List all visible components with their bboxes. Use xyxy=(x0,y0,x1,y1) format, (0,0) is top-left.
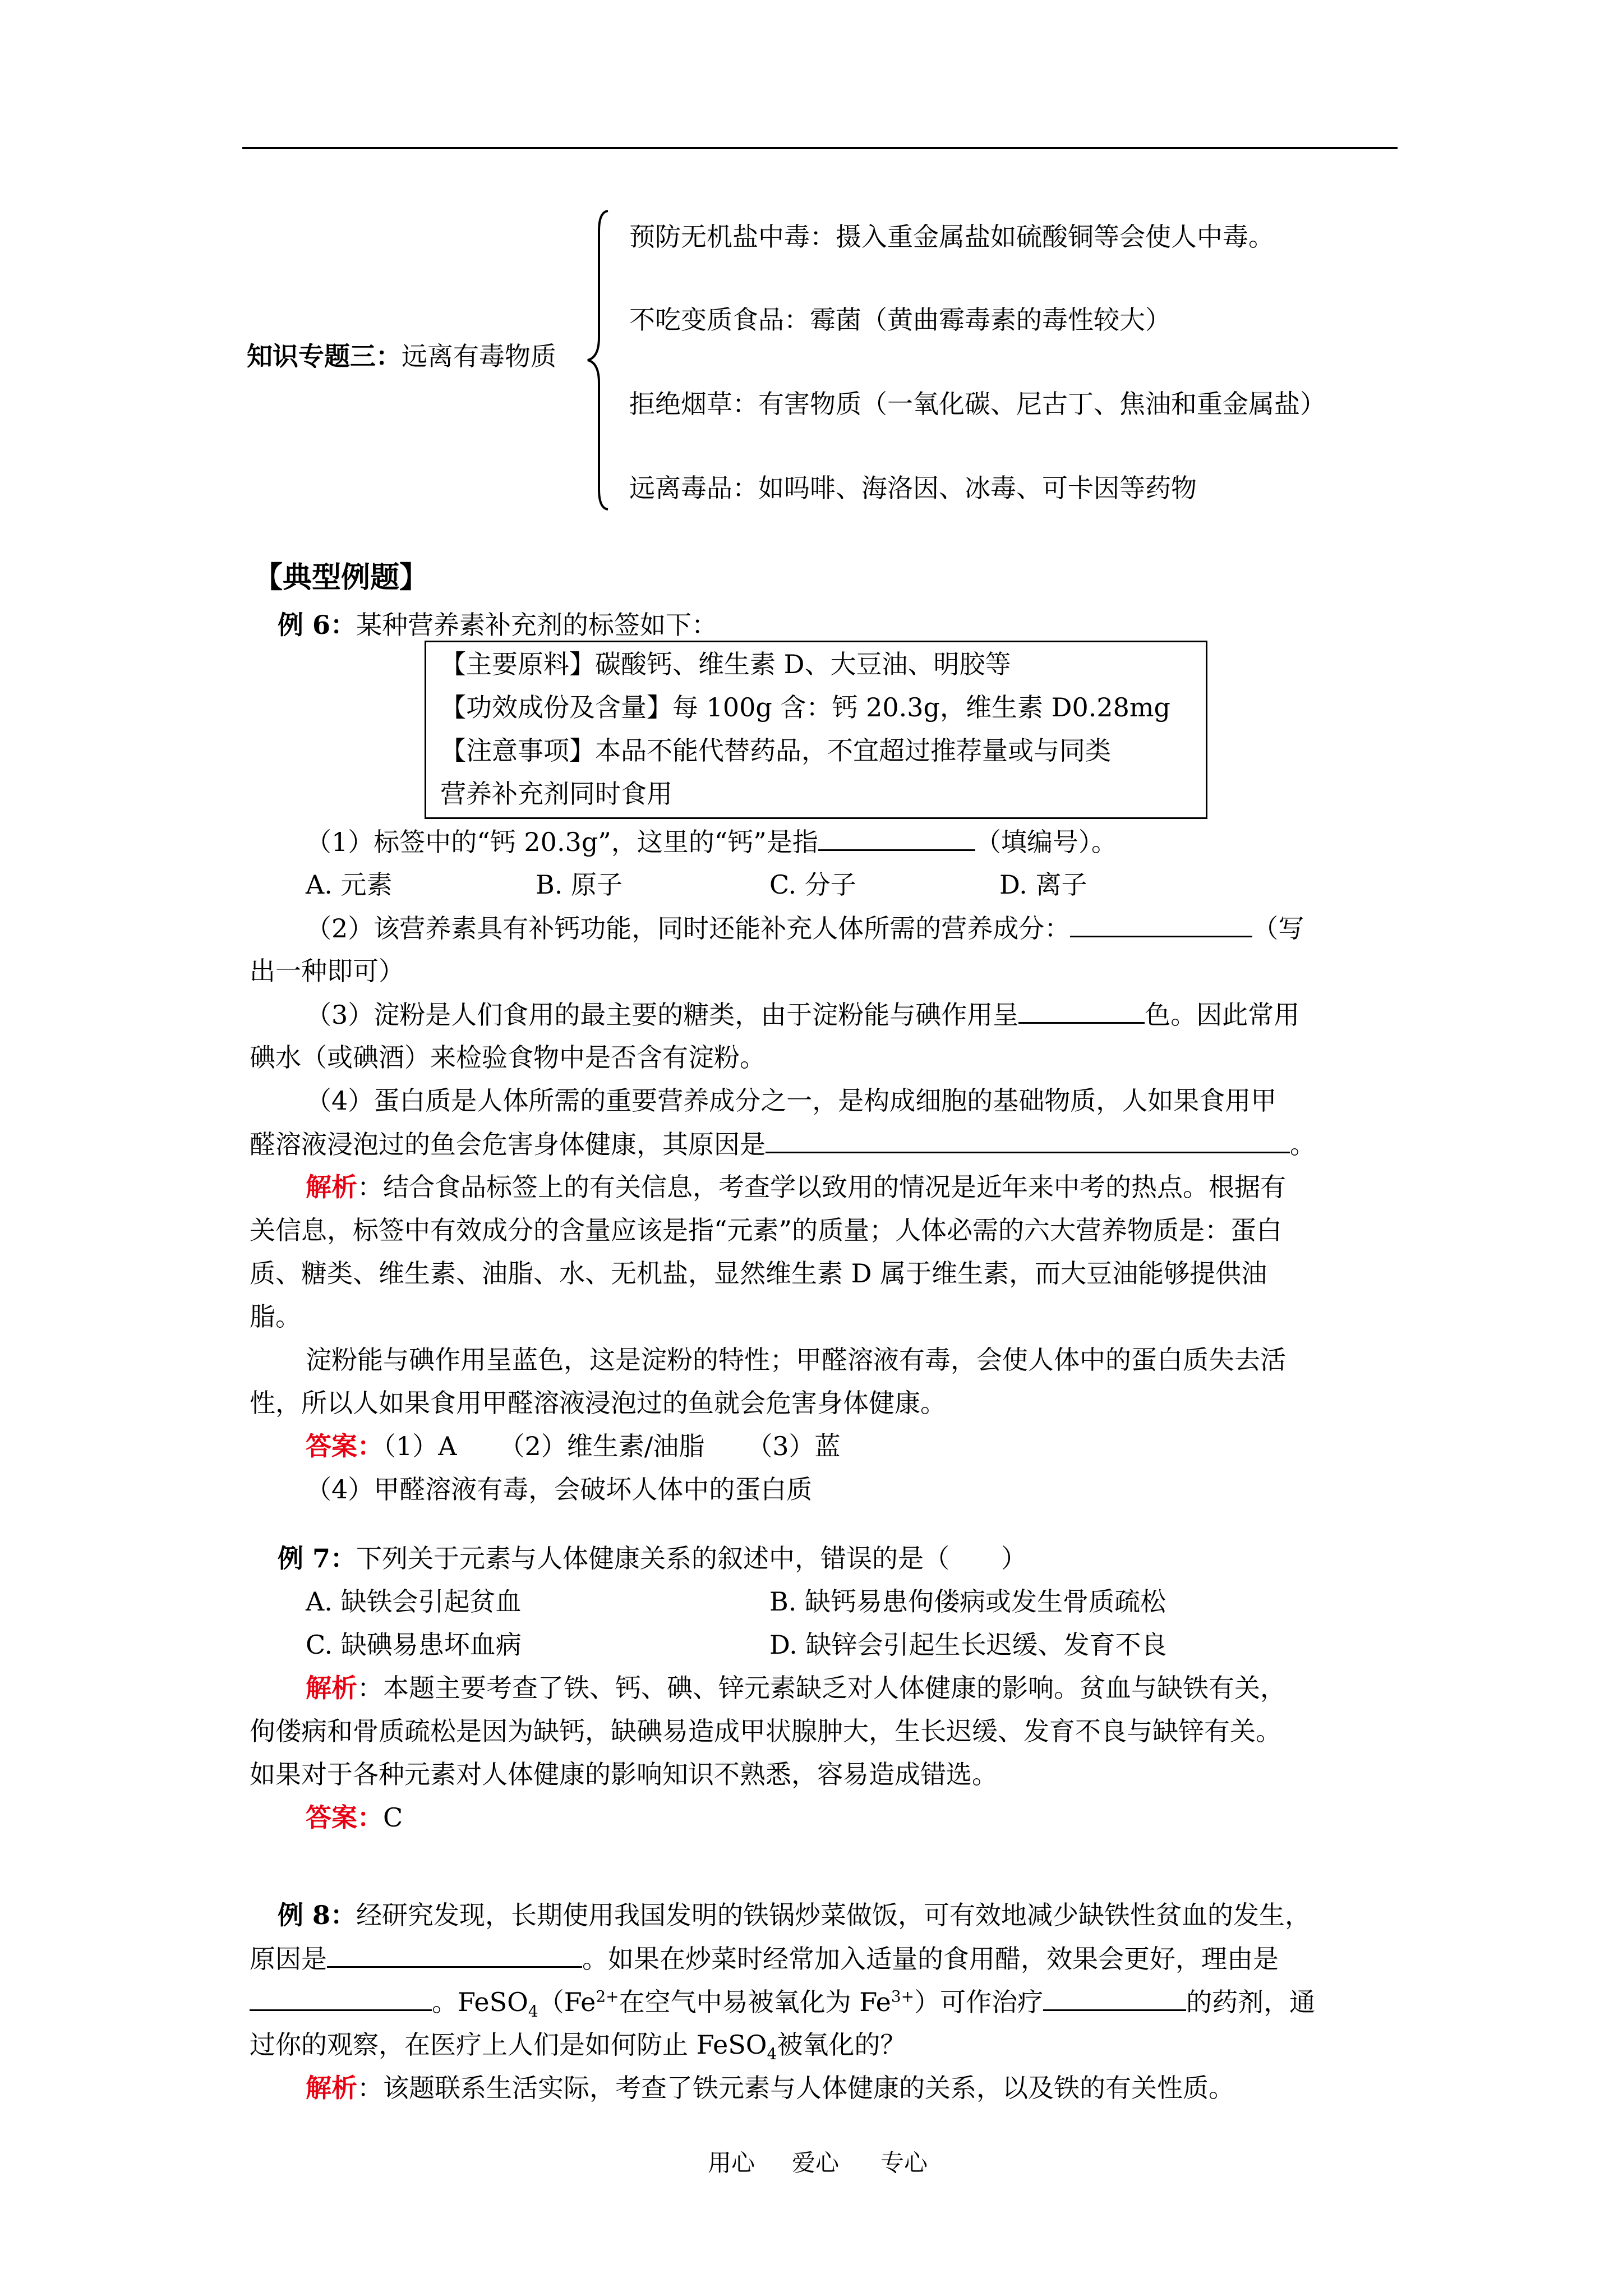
ex6-q1-text: （1）标签中的“钙 20.3g”，这里的“钙”是指 xyxy=(306,827,818,857)
ex6-intro-text: 某种营养素补充剂的标签如下： xyxy=(356,610,718,640)
header-rule xyxy=(242,147,1398,149)
ex6-answer-line-2: （4）甲醛溶液有毒，会破坏人体中的蛋白质 xyxy=(306,1474,813,1504)
label-line: 【注意事项】本品不能代替药品，不宜超过推荐量或与同类 xyxy=(440,735,1111,766)
superscript: 2+ xyxy=(596,1987,619,2006)
ex8-text: ）可作治疗 xyxy=(914,1987,1044,2017)
ex6-q3 xyxy=(306,997,1299,1032)
knowledge-item: 远离毒品：如吗啡、海洛因、冰毒、可卡因等药物 xyxy=(629,473,1197,503)
ex6-option-c: C. 分子 xyxy=(769,869,856,900)
ex8-line-4 xyxy=(250,2028,906,2062)
footer-word: 专心 xyxy=(880,2149,928,2177)
analysis-label: 解析 xyxy=(306,2073,357,2103)
answer-part: （1）A xyxy=(383,1431,457,1461)
ex8-text: 过你的观察，在医疗上人们是如何防止 FeSO xyxy=(250,2030,767,2060)
answer-blank[interactable] xyxy=(327,1941,582,1968)
answer-label: 答案： xyxy=(306,1802,383,1833)
analysis-text: 关信息，标签中有效成分的含量应该是指“元素”的质量；人体必需的六大营养物质是：蛋白 xyxy=(250,1215,1283,1245)
analysis-text: ：本题主要考查了铁、钙、碘、锌元素缺乏对人体健康的影响。贫血与缺铁有关， xyxy=(357,1673,1286,1703)
answer-part: （3）蓝 xyxy=(746,1431,841,1461)
ex8-text: （Fe xyxy=(538,1987,596,2017)
analysis-text: 性，所以人如果食用甲醛溶液浸泡过的鱼就会危害身体健康。 xyxy=(250,1388,946,1418)
curly-brace xyxy=(583,209,611,512)
label-line: 【功效成份及含量】每 100g 含：钙 20.3g，维生素 D0.28mg xyxy=(440,692,1170,723)
ex6-q2-text: （2）该营养素具有补钙功能，同时还能补充人体所需的营养成分： xyxy=(306,913,1071,944)
ex8-line-3 xyxy=(250,1985,1315,2019)
ex6-label: 例 6： xyxy=(278,610,357,640)
label-line: 【主要原料】碳酸钙、维生素 D、大豆油、明胶等 xyxy=(440,649,1011,679)
subscript: 4 xyxy=(767,2045,777,2064)
ex6-intro xyxy=(278,608,717,642)
ex6-q2-continued: 出一种即可） xyxy=(250,956,404,986)
ex6-q4-text: 醛溶液浸泡过的鱼会危害身体健康，其原因是 xyxy=(250,1129,766,1159)
ex8-line-2 xyxy=(250,1941,1279,1976)
analysis-text: 质、糖类、维生素、油脂、水、无机盐，显然维生素 D 属于维生素，而大豆油能够提供油 xyxy=(250,1258,1267,1289)
subscript: 4 xyxy=(528,2002,538,2021)
knowledge-item: 不吃变质食品：霉菌（黄曲霉毒素的毒性较大） xyxy=(629,305,1171,335)
ex6-q3-continued: 碘水（或碘酒）来检验食物中是否含有淀粉。 xyxy=(250,1042,766,1073)
ex8-label: 例 8： xyxy=(278,1900,357,1930)
ex8-text: 经研究发现，长期使用我国发明的铁锅炒菜做饭，可有效地减少缺铁性贫血的发生， xyxy=(356,1900,1311,1930)
ex8-text: 。如果在炒菜时经常加入适量的食用醋，效果会更好，理由是 xyxy=(582,1944,1279,1974)
answer-blank[interactable] xyxy=(1043,1985,1186,2011)
footer-word: 用心 xyxy=(708,2149,755,2177)
knowledge-subtitle: 远离有毒物质 xyxy=(402,341,556,371)
answer-blank[interactable] xyxy=(818,825,975,851)
superscript: 3+ xyxy=(891,1987,915,2006)
knowledge-heading xyxy=(247,339,556,373)
footer-word: 爱心 xyxy=(792,2149,840,2177)
ex8-text: 在空气中易被氧化为 Fe xyxy=(619,1987,891,2017)
ex6-analysis-line xyxy=(306,1170,1286,1204)
ex6-q2-tail: （写 xyxy=(1252,913,1304,944)
ex8-text: 被氧化的？ xyxy=(777,2030,906,2060)
ex7-question xyxy=(278,1542,1027,1575)
analysis-text: 脂。 xyxy=(250,1301,301,1332)
ex6-q4-tail: 。 xyxy=(1290,1129,1316,1159)
ex6-q3-tail: 色。因此常用 xyxy=(1145,1000,1300,1030)
analysis-label: 解析 xyxy=(306,1673,357,1703)
ex6-option-b: B. 原子 xyxy=(536,869,623,900)
analysis-text: 如果对于各种元素对人体健康的影响知识不熟悉，容易造成错选。 xyxy=(250,1759,998,1789)
ex6-q2 xyxy=(306,911,1304,945)
answer-value: C xyxy=(383,1802,403,1833)
ex7-answer-line xyxy=(306,1801,403,1834)
ex8-text: 原因是 xyxy=(250,1944,327,1974)
ex7-option-c: C. 缺碘易患坏血病 xyxy=(306,1630,522,1660)
ex6-option-d: D. 离子 xyxy=(999,869,1087,900)
answer-part: （2）维生素/油脂 xyxy=(499,1431,705,1461)
ex7-option-a: A. 缺铁会引起贫血 xyxy=(306,1586,522,1617)
section-title: 【典型例题】 xyxy=(253,560,429,595)
ex6-option-a: A. 元素 xyxy=(306,869,393,900)
ex8-text: 。FeSO xyxy=(432,1987,528,2017)
ex6-q1 xyxy=(306,825,1117,859)
ex6-q1-tail: （填编号）。 xyxy=(975,827,1117,857)
analysis-text: 淀粉能与碘作用呈蓝色，这是淀粉的特性；甲醛溶液有毒，会使人体中的蛋白质失去活 xyxy=(306,1345,1286,1375)
ex7-label: 例 7： xyxy=(278,1543,357,1573)
answer-blank[interactable] xyxy=(1018,997,1145,1024)
ex7-option-d: D. 缺锌会引起生长迟缓、发育不良 xyxy=(769,1630,1167,1660)
ex6-answer-line xyxy=(306,1429,841,1463)
ex7-option-b: B. 缺钙易患佝偻病或发生骨质疏松 xyxy=(769,1586,1166,1617)
ex7-analysis-line xyxy=(306,1671,1286,1705)
knowledge-item: 拒绝烟草：有害物质（一氧化碳、尼古丁、焦油和重金属盐） xyxy=(629,389,1326,419)
ex8-analysis-line xyxy=(306,2071,1234,2105)
ex7-question-text: 下列关于元素与人体健康关系的叙述中，错误的是（ ） xyxy=(356,1543,1027,1573)
analysis-text: 佝偻病和骨质疏松是因为缺钙，缺碘易造成甲状腺肿大，生长迟缓、发育不良与缺锌有关。 xyxy=(250,1716,1281,1746)
answer-blank[interactable] xyxy=(1070,911,1252,937)
analysis-text: ：该题联系生活实际，考查了铁元素与人体健康的关系，以及铁的有关性质。 xyxy=(357,2073,1234,2103)
answer-blank[interactable] xyxy=(250,1985,432,2011)
analysis-label: 解析 xyxy=(306,1172,357,1202)
answer-label: 答案： xyxy=(306,1431,383,1461)
knowledge-item: 预防无机盐中毒：摄入重金属盐如硫酸铜等会使人中毒。 xyxy=(629,222,1274,252)
ex8-text: 的药剂，通 xyxy=(1186,1987,1316,2017)
label-line: 营养补充剂同时食用 xyxy=(440,779,672,809)
ex6-q4: （4）蛋白质是人体所需的重要营养成分之一，是构成细胞的基础物质，人如果食用甲 xyxy=(306,1085,1277,1116)
ex6-q4-continued xyxy=(250,1127,1316,1161)
analysis-text: ：结合食品标签上的有关信息，考查学以致用的情况是近年来中考的热点。根据有 xyxy=(357,1172,1286,1202)
knowledge-title: 知识专题三： xyxy=(247,341,402,371)
ex8-line-1 xyxy=(278,1898,1311,1932)
ex6-q3-text: （3）淀粉是人们食用的最主要的糖类，由于淀粉能与碘作用呈 xyxy=(306,1000,1019,1030)
answer-blank[interactable] xyxy=(766,1127,1290,1153)
